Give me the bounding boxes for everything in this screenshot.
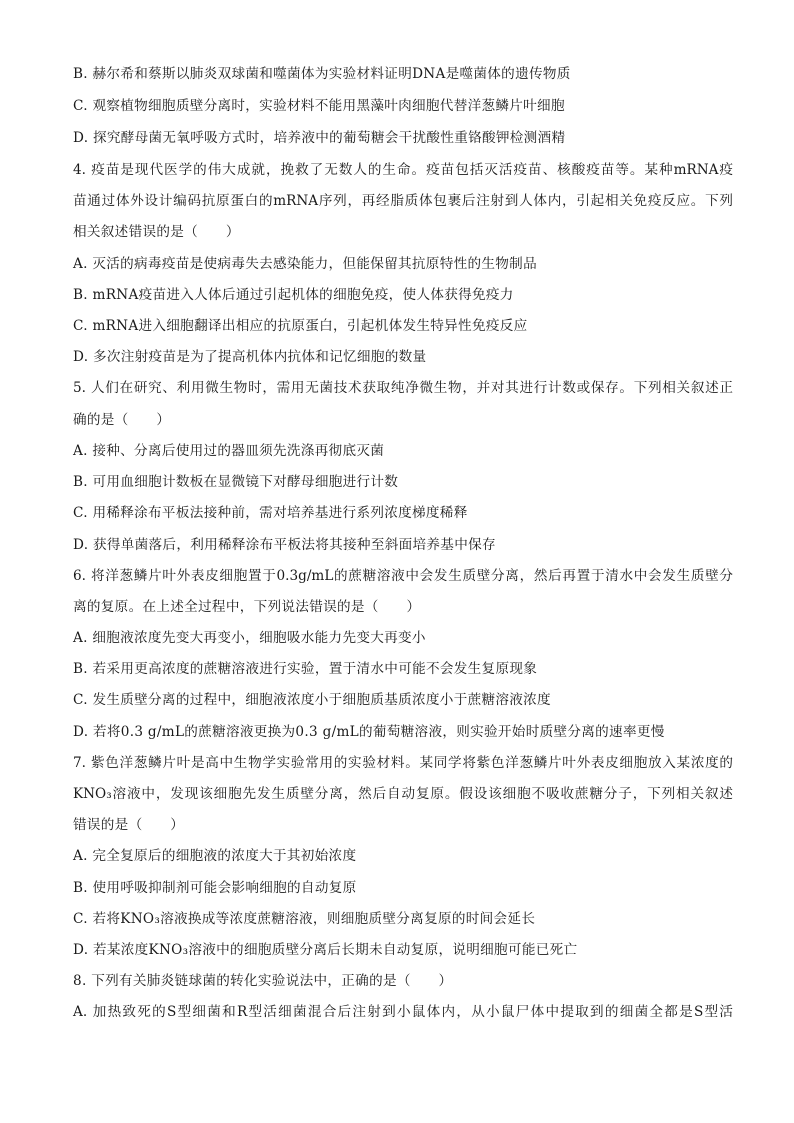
q7-option-b: B. 使用呼吸抑制剂可能会影响细胞的自动复原 (73, 880, 357, 896)
q5-stem-line-1: 5. 人们在研究、利用微生物时，需用无菌技术获取纯净微生物，并对其进行计数或保存。下列相关叙述正 (73, 380, 733, 396)
q4-option-d: D. 多次注射疫苗是为了提高机体内抗体和记忆细胞的数量 (73, 349, 427, 365)
q7-stem-line-2: KNO₃溶液中，发现该细胞先发生质壁分离，然后自动复原。假设该细胞不吸收蔗糖分子，下列相关叙述 (73, 786, 733, 802)
q5-stem-line-2: 确的是（ ） (73, 412, 171, 428)
q7-option-d: D. 若某浓度KNO₃溶液中的细胞质壁分离后长期未自动复原，说明细胞可能已死亡 (73, 942, 578, 958)
q3-option-b: B. 赫尔希和蔡斯以肺炎双球菌和噬菌体为实验材料证明DNA是噬菌体的遗传物质 (73, 66, 571, 82)
q6-option-a: A. 细胞液浓度先变大再变小，细胞吸水能力先变大再变小 (73, 630, 426, 646)
q5-option-b: B. 可用血细胞计数板在显微镜下对酵母细胞进行计数 (73, 474, 399, 490)
q6-stem-line-1: 6. 将洋葱鳞片叶外表皮细胞置于0.3g/mL的蔗糖溶液中会发生质壁分离，然后再置于清水中会发生质壁分 (73, 568, 733, 584)
q4-option-b: B. mRNA疫苗进入人体后通过引起机体的细胞免疫，使人体获得免疫力 (73, 287, 514, 303)
q4-stem-line-3: 相关叙述错误的是（ ） (73, 224, 240, 240)
q5-option-c: C. 用稀释涂布平板法接种前，需对培养基进行系列浓度梯度稀释 (73, 505, 468, 521)
q5-option-a: A. 接种、分离后使用过的器皿须先洗涤再彻底灭菌 (73, 443, 385, 459)
q3-option-d: D. 探究酵母菌无氧呼吸方式时，培养液中的葡萄糖会干扰酸性重铬酸钾检测酒精 (73, 130, 566, 146)
q6-option-d: D. 若将0.3 g/mL的蔗糖溶液更换为0.3 g/mL的葡萄糖溶液，则实验开始时质壁分离的速率更慢 (73, 724, 665, 740)
q7-stem-line-3: 错误的是（ ） (73, 817, 185, 833)
q4-stem-line-1: 4. 疫苗是现代医学的伟大成就，挽救了无数人的生命。疫苗包括灭活疫苗、核酸疫苗等。某种mRNA疫 (73, 162, 733, 178)
q7-option-a: A. 完全复原后的细胞液的浓度大于其初始浓度 (73, 848, 357, 864)
q6-stem-line-2: 离的复原。在上述全过程中，下列说法错误的是（ ） (73, 599, 421, 615)
q5-option-d: D. 获得单菌落后，利用稀释涂布平板法将其接种至斜面培养基中保存 (73, 537, 496, 553)
q6-option-b: B. 若采用更高浓度的蔗糖溶液进行实验，置于清水中可能不会发生复原现象 (73, 661, 538, 677)
q3-option-c: C. 观察植物细胞质壁分离时，实验材料不能用黑藻叶肉细胞代替洋葱鳞片叶细胞 (73, 98, 565, 114)
q6-option-c: C. 发生质壁分离的过程中，细胞液浓度小于细胞质基质浓度小于蔗糖溶液浓度 (73, 692, 551, 708)
q8-option-a: A. 加热致死的S型细菌和R型活细菌混合后注射到小鼠体内，从小鼠尸体中提取到的细菌全都是S型活 (73, 1004, 733, 1020)
q7-option-c: C. 若将KNO₃溶液换成等浓度蔗糖溶液，则细胞质壁分离复原的时间会延长 (73, 911, 536, 927)
q7-stem-line-1: 7. 紫色洋葱鳞片叶是高中生物学实验常用的实验材料。某同学将紫色洋葱鳞片叶外表皮细胞放入某浓度的 (73, 755, 733, 771)
q8-stem-line-1: 8. 下列有关肺炎链球菌的转化实验说法中，正确的是（ ） (73, 973, 453, 989)
q4-option-a: A. 灭活的病毒疫苗是使病毒失去感染能力，但能保留其抗原特性的生物制品 (73, 256, 537, 272)
q4-stem-line-2: 苗通过体外设计编码抗原蛋白的mRNA序列，再经脂质体包裹后注射到人体内，引起相关免疫反应。下列 (73, 193, 733, 209)
q4-option-c: C. mRNA进入细胞翻译出相应的抗原蛋白，引起机体发生特异性免疫反应 (73, 318, 528, 334)
